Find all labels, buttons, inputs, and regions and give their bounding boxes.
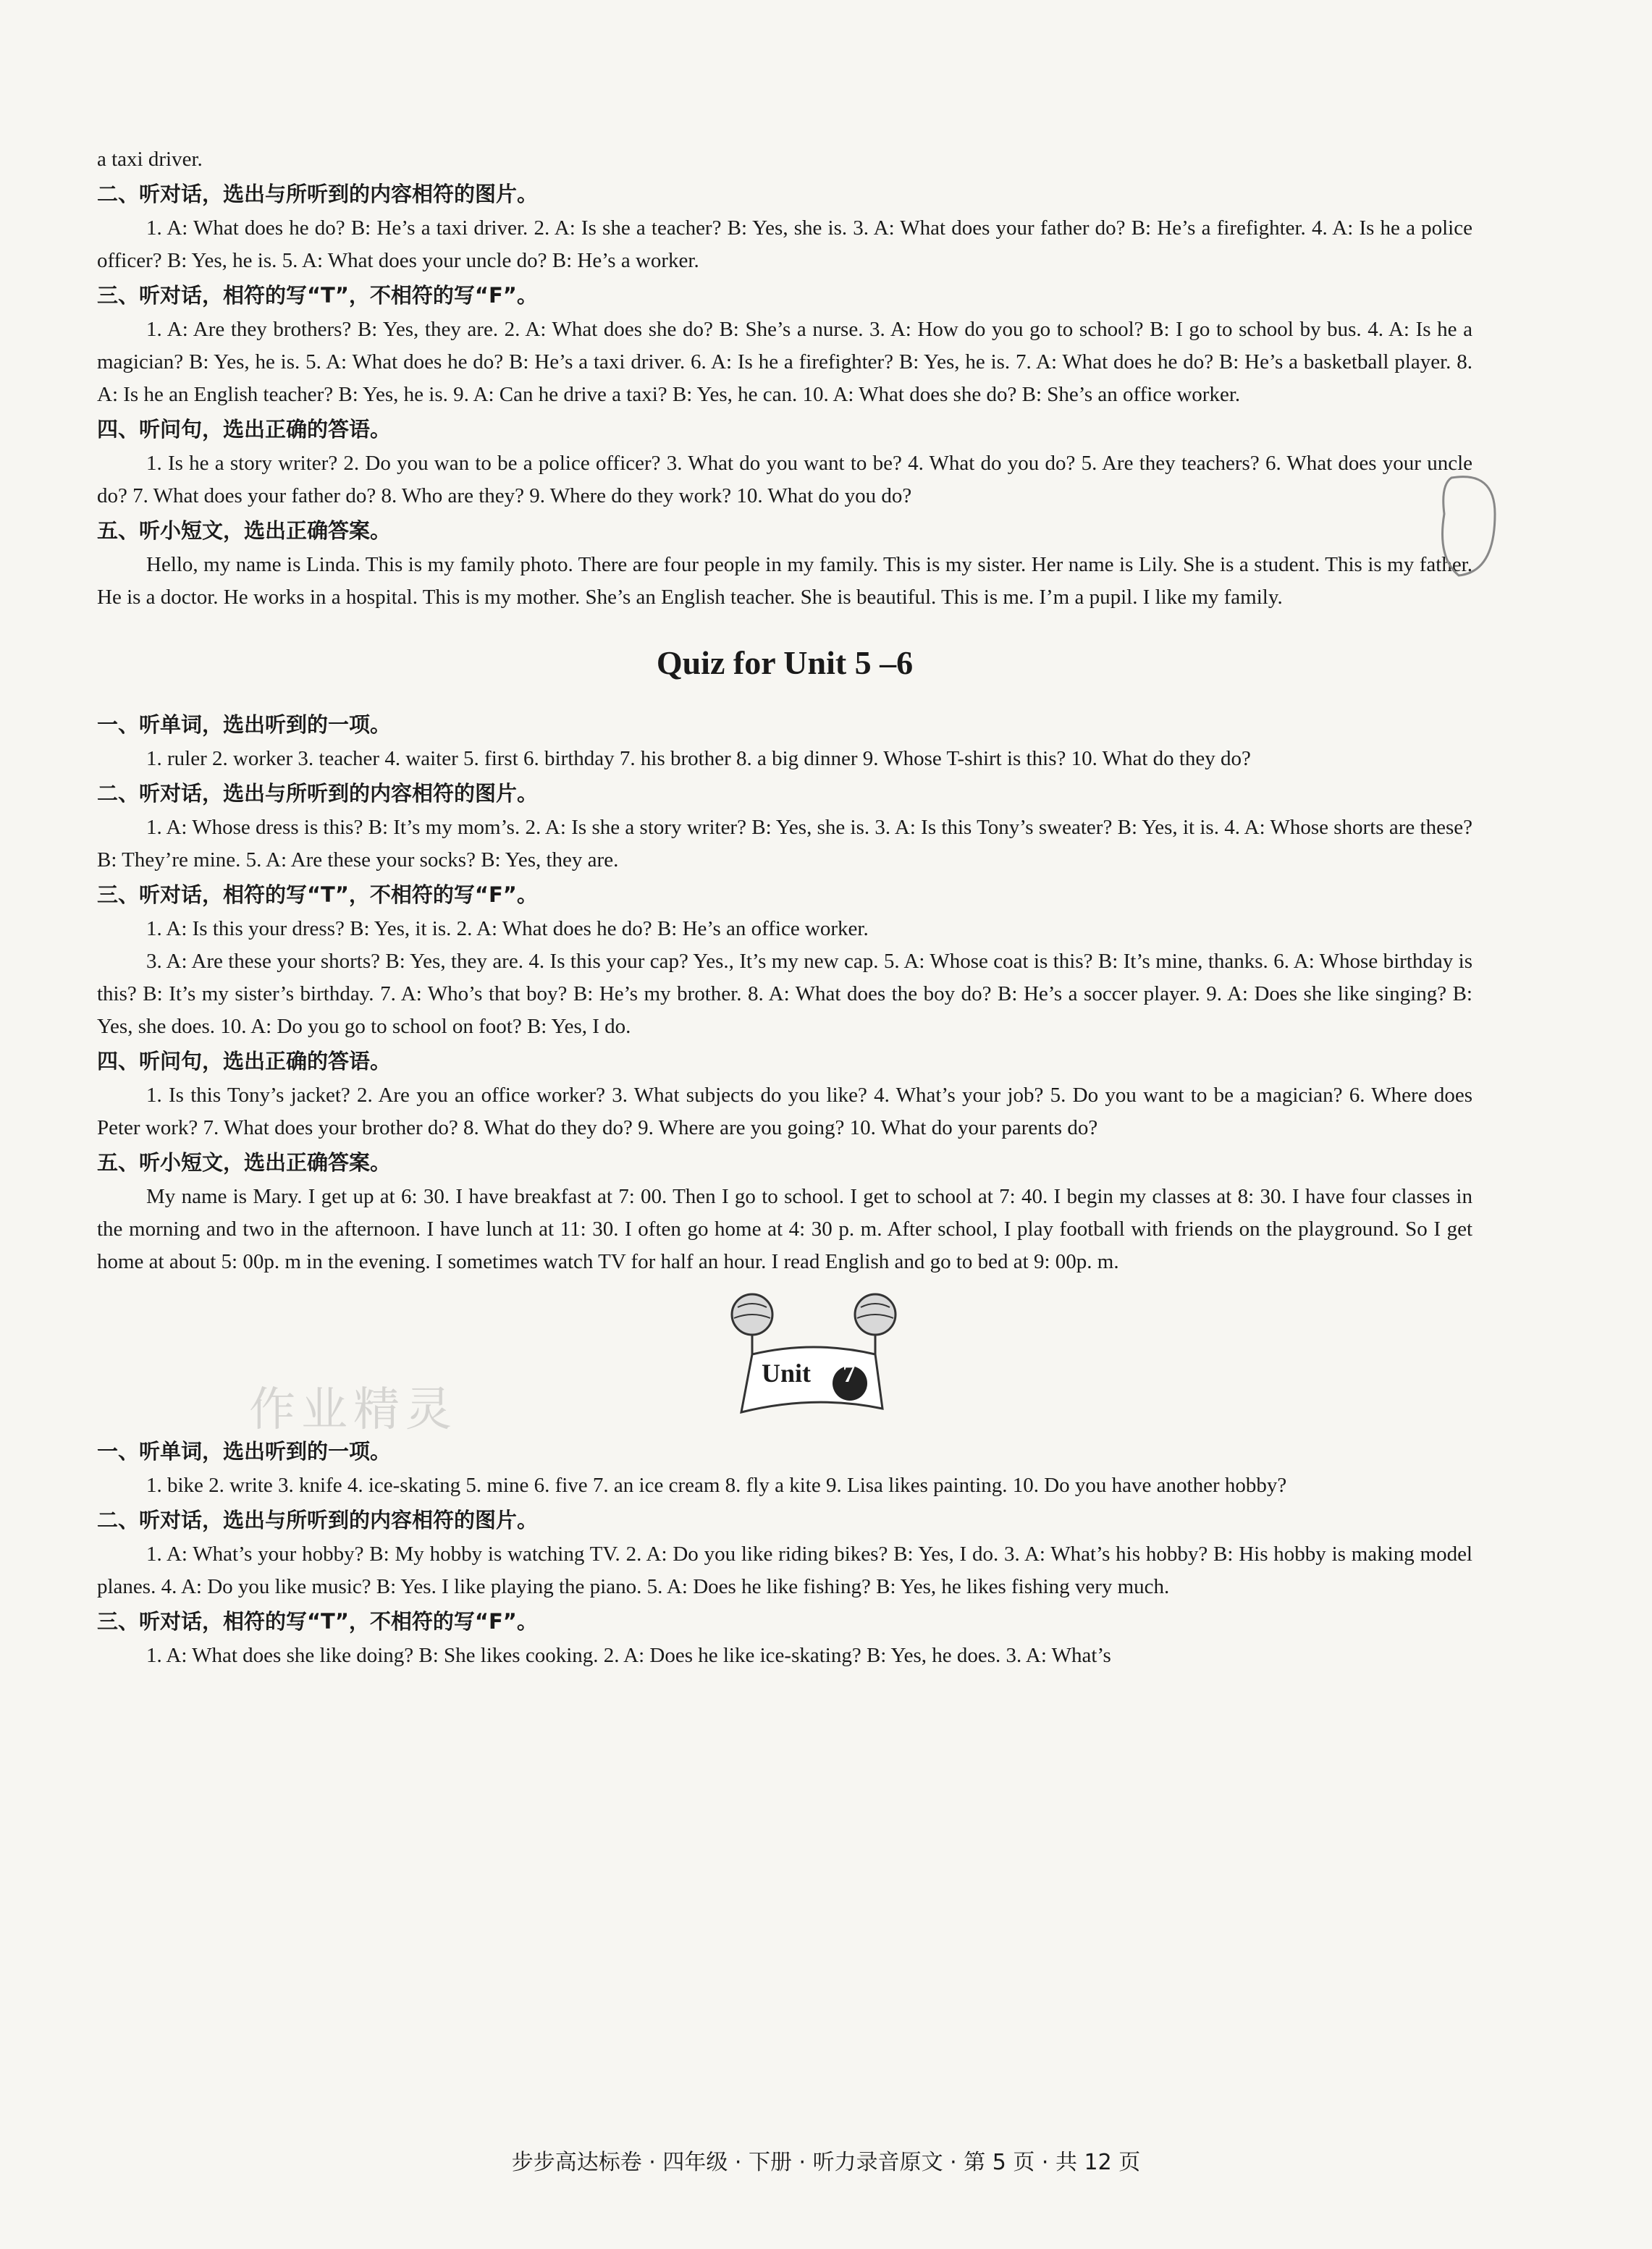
unit-number: 7 (843, 1359, 856, 1388)
unit-label: Unit (762, 1359, 812, 1388)
section-heading: 五、听小短文，选出正确答案。 (97, 518, 392, 543)
unit-banner-icon (720, 1286, 908, 1423)
section-heading: 五、听小短文，选出正确答案。 (97, 1150, 392, 1175)
section-heading: 三、听对话，相符的写“T”，不相符的写“F”。 (97, 1609, 538, 1634)
section-heading: 二、听对话，选出与所听到的内容相符的图片。 (97, 182, 539, 206)
section-heading: 四、听问句，选出正确的答语。 (97, 1049, 392, 1073)
quiz-title: Quiz for Unit 5 –6 (656, 644, 914, 681)
paragraph: 1. Is this Tony’s jacket? 2. Are you an office worker? 3. What subjects do you like? 4. What’s your job? 5. Do you want to be a magician? 6. Where does Peter work? 7. What does your brother do? 8. What do they do? 9. Where are you going? 10. What do your parents do? (97, 1084, 1472, 1139)
text-line: a taxi driver. (97, 148, 203, 171)
section-heading: 三、听对话，相符的写“T”，不相符的写“F”。 (97, 882, 538, 907)
paragraph: 3. A: Are these your shorts? B: Yes, they are. 4. Is this your cap? Yes., It’s my new cap. 5. A: Whose coat is this? B: It’s mine, thanks. 6. A: Whose birthday is this? B: It’s my sister’s birthday. 7. A: Who’s that boy? B: He’s my brother. 8. A: What does the boy do? B: He’s a soccer player. 9. A: Does she like singing? B: Yes, she does. 10. A: Do you go to school on foot? B: Yes, I do. (97, 950, 1472, 1038)
section-heading: 二、听对话，选出与所听到的内容相符的图片。 (97, 1508, 539, 1532)
section-heading: 二、听对话，选出与所听到的内容相符的图片。 (97, 781, 539, 806)
unit-badge-area (97, 1286, 1472, 1437)
paragraph: 1. ruler 2. worker 3. teacher 4. waiter 5. first 6. birthday 7. his brother 8. a big dinner 9. Whose T-shirt is this? 10. What do they do? (146, 747, 1251, 770)
paragraph: Hello, my name is Linda. This is my family photo. There are four people in my family. This is my sister. Her name is Lily. She is a student. This is my father. He is a doctor. He works in a hospital. This is my mother. She’s an English teacher. She is beautiful. This is me. I’m a pupil. I like my family. (97, 553, 1472, 609)
paragraph: 1. A: What does he do? B: He’s a taxi driver. 2. A: Is she a teacher? B: Yes, she is. 3. A: What does your father do? B: He’s a firefighter. 4. A: Is he a police officer? B: Yes, he is. 5. A: What does your uncle do? B: He’s a worker. (97, 216, 1472, 272)
decorative-stamp-icon (1437, 471, 1502, 579)
section-heading: 三、听对话，相符的写“T”，不相符的写“F”。 (97, 283, 538, 308)
paragraph: 1. A: What’s your hobby? B: My hobby is watching TV. 2. A: Do you like riding bikes? B: Yes, I do. 3. A: What’s his hobby? B: His hobby is making model planes. 4. A: Do you like music? B: Yes. I like playing the piano. 5. A: Does he like fishing? B: Yes, he likes fishing very much. (97, 1543, 1472, 1598)
paragraph: 1. bike 2. write 3. knife 4. ice-skating 5. mine 6. five 7. an ice cream 8. fly a kite 9. Lisa likes painting. 10. Do you have another hobby? (146, 1474, 1287, 1497)
paragraph: 1. A: Is this your dress? B: Yes, it is. 2. A: What does he do? B: He’s an office worker. (146, 917, 869, 940)
paragraph: 1. A: What does she like doing? B: She likes cooking. 2. A: Does he like ice-skating? B: Yes, he does. 3. A: What’s (146, 1644, 1111, 1667)
watermark-text: 作业精灵 (249, 1383, 458, 1437)
section-heading: 一、听单词，选出听到的一项。 (97, 712, 392, 737)
section-heading: 一、听单词，选出听到的一项。 (97, 1439, 392, 1464)
page-footer: 步步高达标卷 · 四年级 · 下册 · 听力录音原文 · 第 5 页 · 共 12 页 (511, 2150, 1141, 2175)
paragraph: 1. A: Are they brothers? B: Yes, they are. 2. A: What does she do? B: She’s a nurse. 3. A: How do you go to school? B: I go to school by bus. 4. A: Is he a magician? B: Yes, he is. 5. A: What does he do? B: He’s a taxi driver. 6. A: Is he a firefighter? B: Yes, he is. 7. A: What does he do? B: He’s a basketball player. 8. A: Is he an English teacher? B: Yes, he is. 9. A: Can he drive a taxi? B: Yes, he can. 10. A: What does she do? B: She’s an office worker. (97, 318, 1472, 406)
paragraph: 1. Is he a story writer? 2. Do you wan to be a police officer? 3. What do you want to be? 4. What do you do? 5. Are they teachers? 6. What does your uncle do? 7. What does your father do? 8. Who are they? 9. Where do they work? 10. What do you do? (97, 452, 1472, 507)
document-body (97, 143, 1472, 1672)
section-heading: 四、听问句，选出正确的答语。 (97, 417, 392, 442)
paragraph: My name is Mary. I get up at 6: 30. I have breakfast at 7: 00. Then I go to school. I get to school at 7: 40. I begin my classes at 8: 30. I have four classes in the morning and two in the afternoon. I have lunch at 11: 30. I often go home at 4: 30 p. m. After school, I play football with friends on the playground. So I get home at about 5: 00p. m in the evening. I sometimes watch TV for half an hour. I read English and go to bed at 9: 00p. m. (97, 1185, 1472, 1273)
paragraph: 1. A: Whose dress is this? B: It’s my mom’s. 2. A: Is she a story writer? B: Yes, she is. 3. A: Is this Tony’s sweater? B: Yes, it is. 4. A: Whose shorts are these? B: They’re mine. 5. A: Are these your socks? B: Yes, they are. (97, 816, 1472, 872)
